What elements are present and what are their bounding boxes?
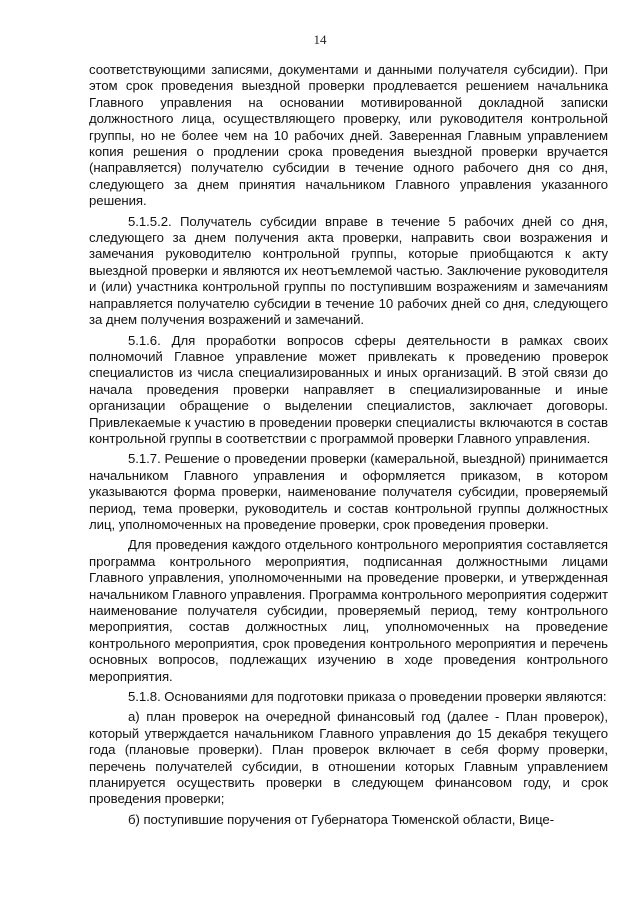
paragraph-program: Для проведения каждого отдельного контрольного мероприятия составляется программа контрольного мероприятия, подписанная должностными лицами Главного управления, уполномоченными на проведение проверки, и утвержденная начальником Главного управления. Программа контрольного мероприятия содержит наименование получателя субсидии, проверяемый период, тему контрольного мероприятия, состав должностных лиц, уполномоченных на проведение контрольного мероприятия, срок проведения контрольного мероприятия и перечень основных вопросов, подлежащих изучению в ходе проведения контрольного мероприятия.	[89, 537, 608, 684]
page-number: 14	[313, 32, 327, 47]
paragraph-5-1-7: 5.1.7. Решение о проведении проверки (камеральной, выездной) принимается начальником Главного управления и оформляется приказом, в котором указываются форма проверки, наименование получателя субсидии, проверяемый период, тема проверки, руководитель и состав контрольной группы должностных лиц, уполномоченных на проведение проверки, срок проведения проверки.	[89, 451, 608, 532]
list-item-a: а) план проверок на очередной финансовый год (далее - План проверок), который утверждается начальником Главного управления до 15 декабря текущего года (плановые проверки). План проверок включает в себя форму проверки, перечень получателей субсидии, в отношении которых Главным управлением планируется осуществить проверки в следующем финансовом году, и срок проведения проверки;	[89, 709, 608, 807]
paragraph-5-1-5-2: 5.1.5.2. Получатель субсидии вправе в течение 5 рабочих дней со дня, следующего за днем получения акта проверки, направить свои возражения и замечания руководителю контрольной группы, которые приобщаются к акту выездной проверки и являются их неотъемлемой частью. Заключение руководителя и (или) участника контрольной группы по поступившим возражениям и замечаниям направляется получателю субсидии в течение 10 рабочих дней со дня, следующего за днем получения возражений и замечаний.	[89, 213, 608, 328]
paragraph-5-1-8: 5.1.8. Основаниями для подготовки приказа о проведении проверки являются:	[128, 689, 607, 705]
document-body	[89, 62, 608, 828]
paragraph-5-1-6: 5.1.6. Для проработки вопросов сферы деятельности в рамках своих полномочий Главное управление может привлекать к проведению проверок специалистов из числа специализированных и иных организаций. В этой связи до начала проведения проверки направляет в специализированные и иные организации обращение о выделении специалистов, заключает договоры. Привлекаемые к участию в проведении проверки специалисты включаются в состав контрольной группы в соответствии с программой проверки Главного управления.	[89, 332, 608, 446]
paragraph-continuation: соответствующими записями, документами и данными получателя субсидии). При этом срок проведения выездной проверки продлевается решением начальника Главного управления на основании мотивированной докладной записки должностного лица, осуществляющего проверку, или руководителя контрольной группы, но не более чем на 10 рабочих дней. Заверенная Главным управлением копия решения о продлении срока проведения выездной проверки вручается (направляется) получателю субсидии в течение одного рабочего дня со дня, следующего за днем принятия начальником Главного управления указанного решения.	[89, 62, 608, 209]
list-item-b: б) поступившие поручения от Губернатора Тюменской области, Вице-	[128, 811, 555, 827]
